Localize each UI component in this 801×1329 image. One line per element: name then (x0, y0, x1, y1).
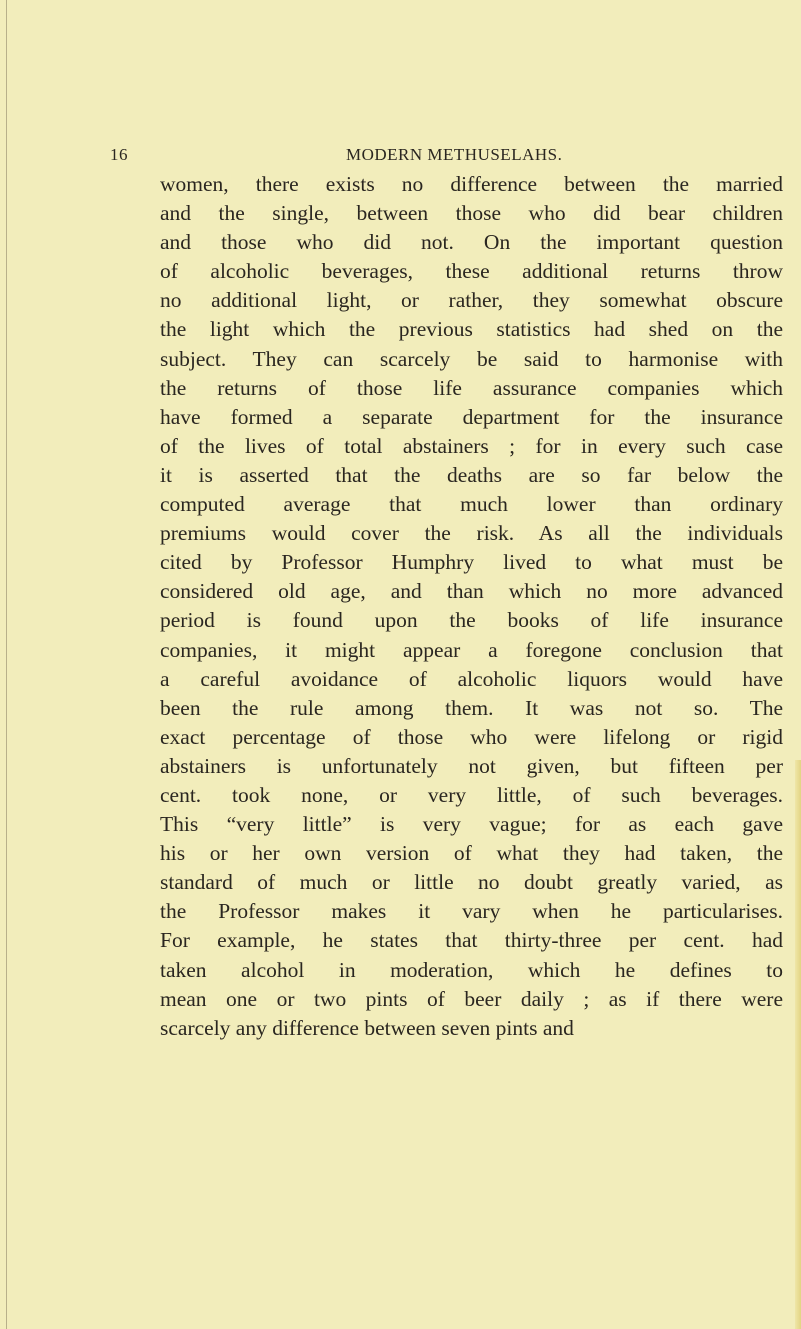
page-number: 16 (110, 145, 128, 164)
text-line: a careful avoidance of alcoholic liquors would have (160, 666, 783, 691)
running-header (110, 145, 780, 169)
text-line: mean one or two pints of beer daily ; as if there were (160, 986, 783, 1011)
text-line: been the rule among them. It was not so. The (160, 695, 783, 720)
text-line: no additional light, or rather, they somewhat obscure (160, 288, 783, 313)
page-edge-right (795, 760, 801, 1329)
text-line: it is asserted that the deaths are so far below the (160, 462, 783, 487)
text-line: the returns of those life assurance companies which (160, 375, 783, 400)
text-line: abstainers is unfortunately not given, but fifteen per (160, 753, 783, 778)
text-line: scarcely any difference between seven pints and (160, 1015, 574, 1040)
text-line: cent. took none, or very little, of such beverages. (160, 782, 783, 807)
running-title: MODERN METHUSELAHS. (346, 145, 563, 164)
text-line: of alcoholic beverages, these additional returns throw (160, 259, 783, 284)
text-line: companies, it might appear a foregone conclusion that (160, 637, 783, 662)
page-edge (6, 0, 7, 1329)
text-line: taken alcohol in moderation, which he defines to (160, 957, 783, 982)
text-line: standard of much or little no doubt greatly varied, as (160, 870, 783, 895)
text-line: of the lives of total abstainers ; for in every such case (160, 433, 783, 458)
text-line: and the single, between those who did bear children (160, 201, 783, 226)
text-line: This “very little” is very vague; for as each gave (160, 812, 783, 837)
text-line: exact percentage of those who were lifelong or rigid (160, 724, 783, 749)
body-text (160, 170, 783, 1043)
text-line: have formed a separate department for the insurance (160, 404, 783, 429)
text-line: considered old age, and than which no more advanced (160, 579, 783, 604)
text-line: computed average that much lower than ordinary (160, 492, 783, 517)
text-line: and those who did not. On the important question (160, 230, 783, 255)
text-line: premiums would cover the risk. As all the individuals (160, 521, 783, 546)
text-line: his or her own version of what they had taken, the (160, 841, 783, 866)
text-line: cited by Professor Humphry lived to what must be (160, 550, 783, 575)
text-line: women, there exists no difference between the married (160, 172, 783, 196)
text-line: For example, he states that thirty-three per cent. had (160, 928, 783, 953)
text-line: the Professor makes it vary when he particularises. (160, 899, 783, 924)
text-line: period is found upon the books of life insurance (160, 608, 783, 633)
text-line: subject. They can scarcely be said to harmonise with (160, 346, 783, 371)
text-line: the light which the previous statistics had shed on the (160, 317, 783, 342)
